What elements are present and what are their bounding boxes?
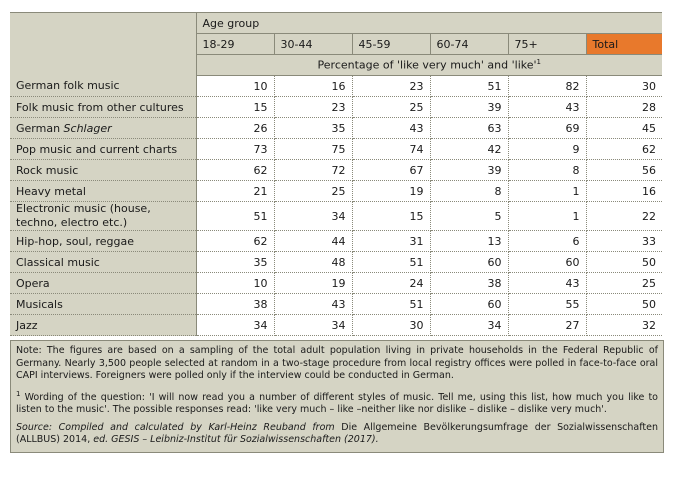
cell-value: 9 bbox=[508, 139, 586, 160]
note-text: Note: The figures are based on a sampling of the total adult population living in private households in the Federal Republic of Germany. Nearly 3,500 people selected at random in a two-stage procedure from local registry offices were polled in face-to-face oral CAPI interviews. Foreigners were polled only if the interview could be conducted in German. bbox=[16, 345, 658, 381]
cell-value: 43 bbox=[352, 118, 430, 139]
cell-value: 82 bbox=[508, 76, 586, 97]
row-label-text: German bbox=[16, 121, 64, 135]
figure bbox=[10, 12, 662, 453]
col-header: 75+ bbox=[508, 34, 586, 55]
percentage-subheader bbox=[196, 55, 662, 76]
cell-value: 31 bbox=[352, 231, 430, 252]
row-label: Rock music bbox=[10, 160, 196, 181]
cell-value: 43 bbox=[274, 294, 352, 315]
cell-value: 62 bbox=[196, 231, 274, 252]
cell-value: 27 bbox=[508, 315, 586, 336]
subheader-text: Percentage of 'like very much' and 'like' bbox=[317, 58, 537, 72]
cell-value: 63 bbox=[430, 118, 508, 139]
cell-value: 25 bbox=[352, 97, 430, 118]
cell-total: 62 bbox=[586, 139, 662, 160]
table-row bbox=[10, 76, 662, 97]
source-prefix: Source: Compiled and calculated by Karl-Heinz Reuband from bbox=[16, 421, 335, 433]
cell-total: 25 bbox=[586, 273, 662, 294]
cell-value: 42 bbox=[430, 139, 508, 160]
cell-value: 19 bbox=[352, 181, 430, 202]
table-row bbox=[10, 252, 662, 273]
footnote-ref: 1 bbox=[536, 58, 541, 67]
col-header: 45-59 bbox=[352, 34, 430, 55]
cell-value: 72 bbox=[274, 160, 352, 181]
table-row bbox=[10, 202, 662, 231]
col-header: 18-29 bbox=[196, 34, 274, 55]
table-row bbox=[10, 273, 662, 294]
row-label: Electronic music (house, techno, electro etc.) bbox=[10, 202, 196, 231]
cell-value: 75 bbox=[274, 139, 352, 160]
music-preference-table bbox=[10, 12, 662, 336]
cell-total: 30 bbox=[586, 76, 662, 97]
footnote-text: Wording of the question: 'I will now read you a number of different styles of music. Tell me, using this list, how much you like to listen to the music'. The possible responses read: 'like very much – like –neither like nor dislike – dislike – dislike very much'. bbox=[16, 391, 658, 416]
cell-value: 43 bbox=[508, 97, 586, 118]
table-row bbox=[10, 181, 662, 202]
cell-value: 44 bbox=[274, 231, 352, 252]
cell-value: 67 bbox=[352, 160, 430, 181]
cell-value: 60 bbox=[430, 294, 508, 315]
cell-value: 39 bbox=[430, 160, 508, 181]
cell-total: 16 bbox=[586, 181, 662, 202]
row-label: German folk music bbox=[10, 76, 196, 97]
cell-value: 19 bbox=[274, 273, 352, 294]
cell-total: 32 bbox=[586, 315, 662, 336]
cell-value: 26 bbox=[196, 118, 274, 139]
age-group-label: Age group bbox=[196, 13, 662, 34]
cell-value: 51 bbox=[352, 294, 430, 315]
cell-total: 45 bbox=[586, 118, 662, 139]
cell-value: 62 bbox=[196, 160, 274, 181]
cell-total: 28 bbox=[586, 97, 662, 118]
cell-value: 34 bbox=[274, 315, 352, 336]
cell-value: 51 bbox=[352, 252, 430, 273]
cell-value: 23 bbox=[352, 76, 430, 97]
cell-value: 34 bbox=[196, 315, 274, 336]
cell-value: 8 bbox=[430, 181, 508, 202]
source-publisher: ed. GESIS – Leibniz-Institut für Sozialwissenschaften (2017). bbox=[93, 434, 379, 446]
row-label: Opera bbox=[10, 273, 196, 294]
cell-value: 38 bbox=[196, 294, 274, 315]
cell-value: 38 bbox=[430, 273, 508, 294]
notes-box bbox=[10, 340, 664, 453]
cell-value: 10 bbox=[196, 273, 274, 294]
table-row bbox=[10, 315, 662, 336]
cell-value: 35 bbox=[274, 118, 352, 139]
cell-value: 16 bbox=[274, 76, 352, 97]
row-label: Heavy metal bbox=[10, 181, 196, 202]
cell-value: 5 bbox=[430, 202, 508, 231]
table-row bbox=[10, 97, 662, 118]
row-label-italic: Schlager bbox=[63, 121, 112, 135]
cell-total: 50 bbox=[586, 252, 662, 273]
row-label: Classical music bbox=[10, 252, 196, 273]
cell-value: 74 bbox=[352, 139, 430, 160]
col-header: 60-74 bbox=[430, 34, 508, 55]
table-row bbox=[10, 139, 662, 160]
col-header: 30-44 bbox=[274, 34, 352, 55]
row-label bbox=[10, 118, 196, 139]
row-label: Jazz bbox=[10, 315, 196, 336]
table-row bbox=[10, 160, 662, 181]
cell-value: 8 bbox=[508, 160, 586, 181]
cell-value: 13 bbox=[430, 231, 508, 252]
row-label: Folk music from other cultures bbox=[10, 97, 196, 118]
cell-value: 24 bbox=[352, 273, 430, 294]
cell-value: 15 bbox=[352, 202, 430, 231]
footnote bbox=[16, 388, 658, 417]
cell-value: 1 bbox=[508, 181, 586, 202]
header-corner bbox=[10, 13, 196, 76]
cell-value: 39 bbox=[430, 97, 508, 118]
footnote-mark: 1 bbox=[16, 389, 21, 398]
table-row bbox=[10, 118, 662, 139]
col-header-total: Total bbox=[586, 34, 662, 55]
table-row bbox=[10, 294, 662, 315]
source bbox=[16, 422, 658, 447]
cell-value: 69 bbox=[508, 118, 586, 139]
cell-value: 34 bbox=[274, 202, 352, 231]
cell-value: 30 bbox=[352, 315, 430, 336]
source-survey: Die Allgemeine Bevölkerungsumfrage der Sozialwissenschaften (ALLBUS) 2014, bbox=[16, 421, 658, 446]
cell-value: 10 bbox=[196, 76, 274, 97]
cell-value: 25 bbox=[274, 181, 352, 202]
cell-value: 43 bbox=[508, 273, 586, 294]
cell-total: 56 bbox=[586, 160, 662, 181]
cell-value: 23 bbox=[274, 97, 352, 118]
row-label: Musicals bbox=[10, 294, 196, 315]
cell-value: 55 bbox=[508, 294, 586, 315]
cell-value: 51 bbox=[430, 76, 508, 97]
cell-total: 22 bbox=[586, 202, 662, 231]
cell-value: 1 bbox=[508, 202, 586, 231]
cell-total: 33 bbox=[586, 231, 662, 252]
cell-value: 21 bbox=[196, 181, 274, 202]
table-row bbox=[10, 231, 662, 252]
cell-total: 50 bbox=[586, 294, 662, 315]
cell-value: 15 bbox=[196, 97, 274, 118]
row-label: Pop music and current charts bbox=[10, 139, 196, 160]
cell-value: 60 bbox=[508, 252, 586, 273]
cell-value: 35 bbox=[196, 252, 274, 273]
cell-value: 34 bbox=[430, 315, 508, 336]
cell-value: 73 bbox=[196, 139, 274, 160]
row-label: Hip-hop, soul, reggae bbox=[10, 231, 196, 252]
cell-value: 6 bbox=[508, 231, 586, 252]
cell-value: 48 bbox=[274, 252, 352, 273]
cell-value: 60 bbox=[430, 252, 508, 273]
cell-value: 51 bbox=[196, 202, 274, 231]
